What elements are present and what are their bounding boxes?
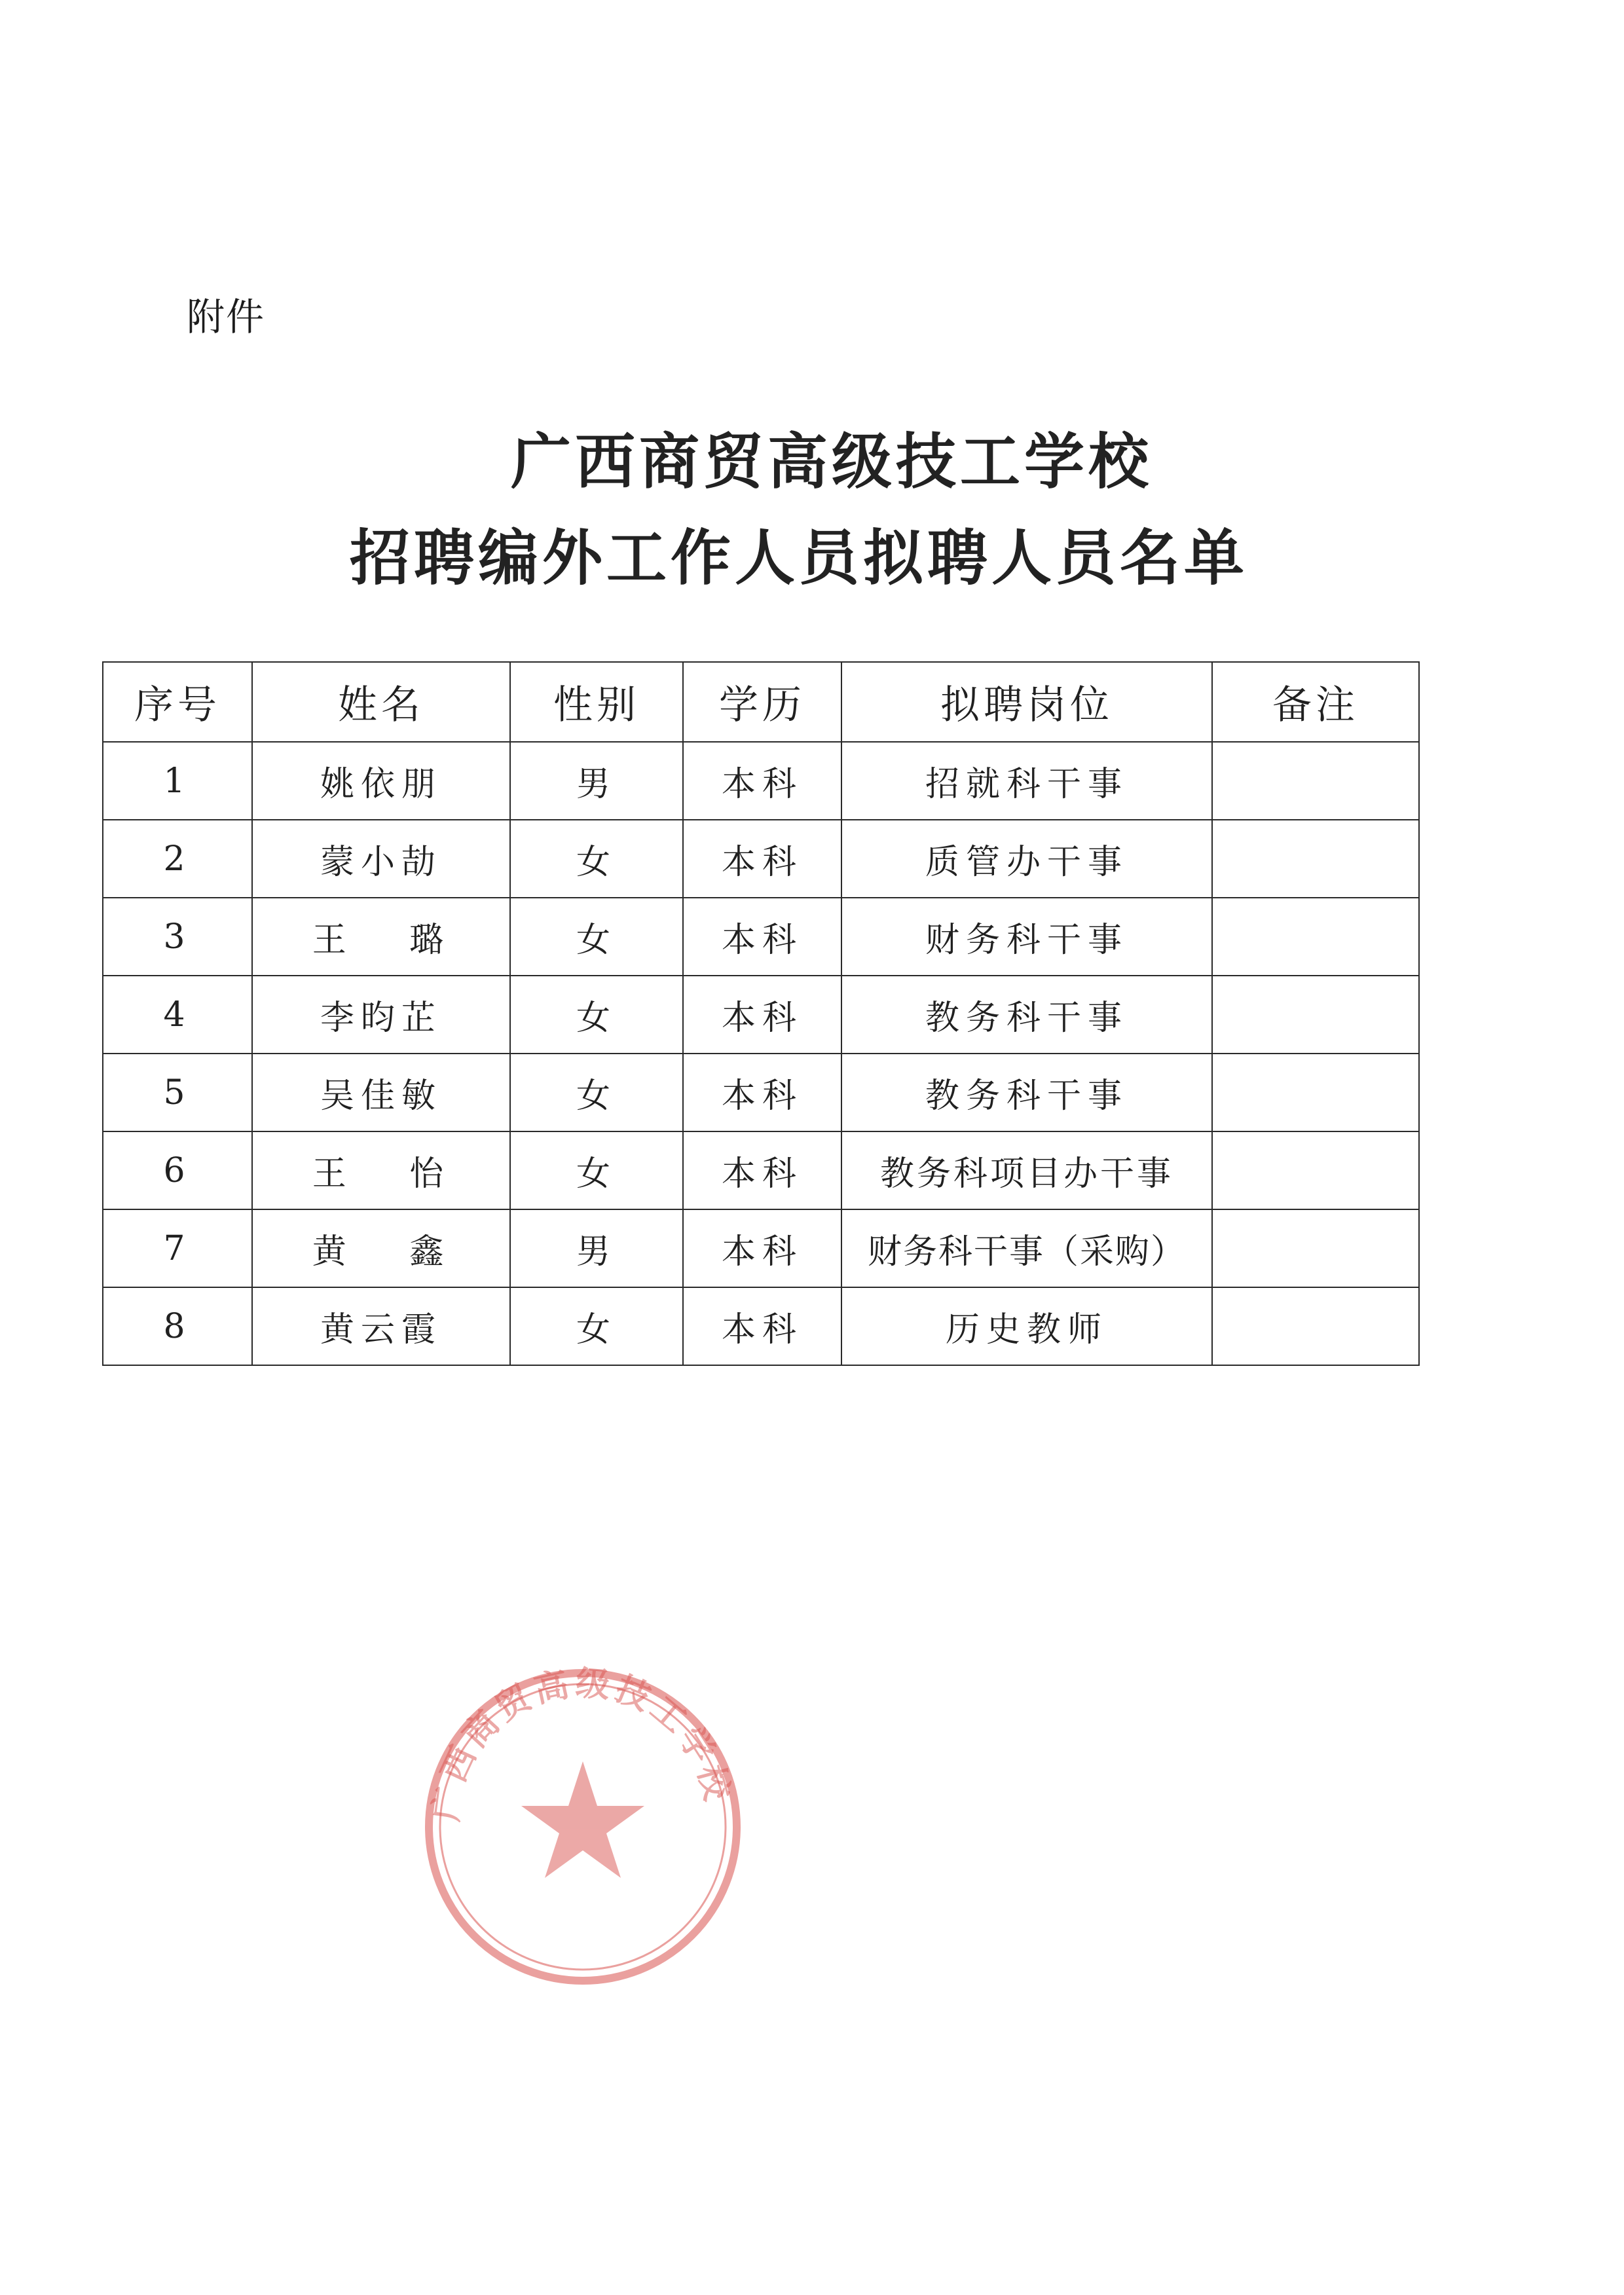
cell-gender: 女 <box>510 1287 683 1365</box>
cell-position: 教务科干事 <box>841 1054 1212 1131</box>
cell-education: 本科 <box>683 742 841 820</box>
cell-position: 历史教师 <box>841 1287 1212 1365</box>
cell-education: 本科 <box>683 1131 841 1209</box>
cell-name: 黄云霞 <box>252 1287 510 1365</box>
cell-remarks <box>1212 1287 1419 1365</box>
cell-name: 李昀芷 <box>252 976 510 1054</box>
document-title <box>0 427 1624 593</box>
cell-remarks <box>1212 820 1419 898</box>
cell-education: 本科 <box>683 1054 841 1131</box>
cell-seq: 5 <box>103 1054 252 1131</box>
cell-position: 质管办干事 <box>841 820 1212 898</box>
seal-text: 广西商贸高级技工学校 <box>426 1663 738 1824</box>
table-row <box>103 1287 1419 1365</box>
header-gender: 性别 <box>510 662 683 742</box>
cell-education: 本科 <box>683 976 841 1054</box>
header-name: 姓名 <box>252 662 510 742</box>
cell-remarks <box>1212 976 1419 1054</box>
header-education: 学历 <box>683 662 841 742</box>
cell-gender: 女 <box>510 898 683 976</box>
title-line-1: 广西商贸高级技工学校 <box>510 427 1153 497</box>
seal-stamp-icon <box>419 1663 747 1991</box>
cell-remarks <box>1212 1209 1419 1287</box>
cell-name: 王 璐 <box>252 898 510 976</box>
cell-gender: 女 <box>510 820 683 898</box>
cell-education: 本科 <box>683 820 841 898</box>
cell-seq: 7 <box>103 1209 252 1287</box>
cell-seq: 3 <box>103 898 252 976</box>
table-header-row <box>103 662 1419 742</box>
cell-remarks <box>1212 1054 1419 1131</box>
cell-position: 教务科干事 <box>841 976 1212 1054</box>
table-row <box>103 742 1419 820</box>
cell-seq: 2 <box>103 820 252 898</box>
official-seal <box>419 1663 747 1991</box>
cell-gender: 男 <box>510 1209 683 1287</box>
table-row <box>103 976 1419 1054</box>
table-row <box>103 1209 1419 1287</box>
cell-remarks <box>1212 1131 1419 1209</box>
candidate-table <box>102 661 1420 1366</box>
cell-position: 招就科干事 <box>841 742 1212 820</box>
header-remarks: 备注 <box>1212 662 1419 742</box>
header-position: 拟聘岗位 <box>841 662 1212 742</box>
cell-name: 黄 鑫 <box>252 1209 510 1287</box>
cell-name: 吴佳敏 <box>252 1054 510 1131</box>
cell-seq: 4 <box>103 976 252 1054</box>
cell-name: 王 怡 <box>252 1131 510 1209</box>
cell-gender: 女 <box>510 1131 683 1209</box>
table-row <box>103 1054 1419 1131</box>
attachment-label: 附件 <box>187 295 266 339</box>
cell-seq: 1 <box>103 742 252 820</box>
cell-seq: 8 <box>103 1287 252 1365</box>
cell-gender: 女 <box>510 1054 683 1131</box>
cell-position: 财务科干事 <box>841 898 1212 976</box>
cell-position: 财务科干事（采购） <box>841 1209 1212 1287</box>
cell-education: 本科 <box>683 1209 841 1287</box>
title-line-2: 招聘编外工作人员拟聘人员名单 <box>349 523 1248 593</box>
cell-remarks <box>1212 898 1419 976</box>
cell-education: 本科 <box>683 1287 841 1365</box>
table-row <box>103 1131 1419 1209</box>
cell-gender: 男 <box>510 742 683 820</box>
table-row <box>103 898 1419 976</box>
table-row <box>103 820 1419 898</box>
cell-name: 蒙小劼 <box>252 820 510 898</box>
cell-seq: 6 <box>103 1131 252 1209</box>
header-seq: 序号 <box>103 662 252 742</box>
cell-gender: 女 <box>510 976 683 1054</box>
cell-remarks <box>1212 742 1419 820</box>
cell-name: 姚依朋 <box>252 742 510 820</box>
cell-education: 本科 <box>683 898 841 976</box>
cell-position: 教务科项目办干事 <box>841 1131 1212 1209</box>
